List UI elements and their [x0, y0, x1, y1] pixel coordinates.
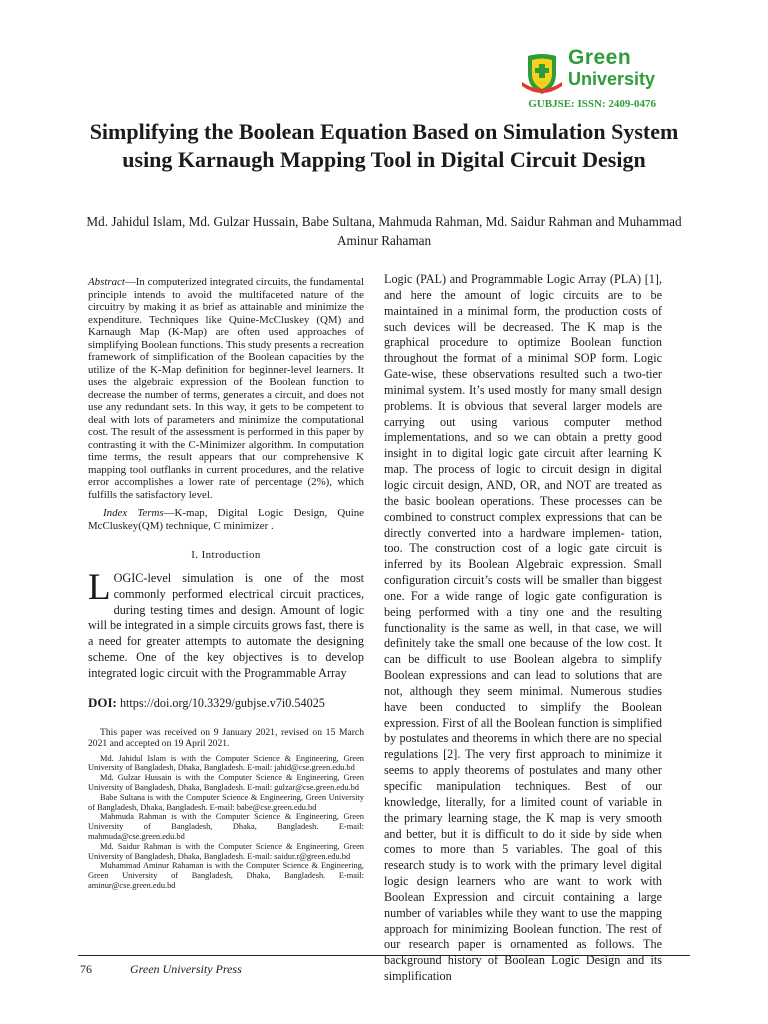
index-terms-label: Index Terms	[103, 507, 164, 519]
paper-title: Simplifying the Boolean Equation Based on Simulation System using Karnaugh Mapping Tool in Digital Circuit Design	[89, 119, 679, 172]
affiliation-item: Md. Gulzar Hussain is with the Computer Science & Engineering, Green University of Bangladesh, Dhaka, Bangladesh. E-mail: gulzar@cse.green.edu.bd	[88, 773, 364, 792]
page-number: 76	[80, 962, 92, 976]
index-terms-text: —K-map, Digital Logic Design, Quine McCluskey(QM) technique, C minimizer .	[88, 507, 364, 532]
doi-label: DOI:	[88, 694, 117, 710]
affiliation-item: Md. Saidur Rahman is with the Computer Science & Engineering, Green University of Bangladesh, Dhaka, Bangladesh. E-mail: saidur.r@green.edu.bd	[88, 841, 364, 861]
affiliation-item: Muhammad Aminur Rahaman is with the Computer Science & Engineering, Green University of Bangladesh, Dhaka, Bangladesh. E-mail: aminur@cse.green.edu.bd	[88, 861, 364, 890]
section-heading-introduction: I. Introduction	[191, 549, 261, 561]
publisher-name: Green University Press	[130, 962, 242, 976]
left-column	[88, 276, 364, 891]
introduction-paragraph	[88, 567, 364, 682]
affiliation-item: Md. Jahidul Islam is with the Computer Science & Engineering, Green University of Bangladesh, Dhaka, Bangladesh. E-mail: jahid@cse.green.edu.bd	[88, 753, 364, 773]
author-list: Md. Jahidul Islam, Md. Gulzar Hussain, Babe Sultana, Mahmuda Rahman, Md. Saidur Rahman and Muhammad Aminur Rahaman	[86, 214, 682, 248]
logo-word-university: University	[568, 69, 656, 89]
footer-rule	[78, 955, 690, 956]
doi-line	[88, 695, 364, 711]
university-logo	[522, 46, 657, 98]
affiliation-item: Babe Sultana is with the Computer Science & Engineering, Green University of Bangladesh, Dhaka, Bangladesh. E-mail: babe@cse.green.edu.bd	[88, 792, 364, 812]
index-terms	[88, 507, 364, 532]
introduction-text: OGIC-level simulation is one of the most commonly performed electrical circuit practices, during testing times and design. Amount of logic will be integrated in a simple circuits grows fast, there is a need for greater attempts to automate the designing scheme. One of the key objectives is to develop integrated logic circuit with the Programmable Array	[88, 571, 364, 680]
doi-link[interactable]: https://doi.org/10.3329/gubjse.v7i0.54025	[119, 695, 325, 710]
logo-word-green: Green	[568, 46, 632, 69]
journal-issn: GUBJSE: ISSN: 2409-0476	[528, 98, 656, 110]
drop-cap: L	[88, 567, 111, 608]
right-column	[384, 272, 662, 985]
abstract-text: —In computerized integrated circuits, the fundamental principle intends to avoid the multifaceted nature of the circuitry by making it as brief as attainable and minimize the expenditure. Techniques like Quine-McCluskey (QM) and Karnaugh Map (K-Map) are often used approaches of simplifying Boolean functions. This study presents a recreation framework of simplification of the Boolean capacities by the utilize of the K-Map definition for beginner-level learners. It uses the algebraic expression of the Boolean function to decrease the number of terms, generates a circuit, and does not use any redundant sets. In this way, it gets to be competent to deal with lots of parameters and minimize the computational cost. The result of the assessment is performed in this paper by contrasting it with the C-Minimizer algorithm. In computation time terms, the result appears that our comprehensive K mapping tool outflanks in current procedures, and the relative error accomplishes a lower rate of percentage (2%), which fulfills the satisfactory level.	[88, 276, 364, 501]
affiliation-item: Mahmuda Rahman is with the Computer Science & Engineering, Green University of Bangladesh, Dhaka, Bangladesh. E-mail: mahmuda@cse.green.edu.bd	[88, 812, 364, 841]
abstract	[88, 276, 364, 501]
body-paragraph: Logic (PAL) and Programmable Logic Array (PLA) [1], and here the amount of logic circuits are to be maintained in a minimal form, the production costs of such devices will be decreased. The K map is the graphical procedure to optimize Boolean function throughout the format of a minimal SOP form. Logic Gate-wise, these observations resulted such a two-tier minimal system. It’s used mostly for many small design problems. It is obvious that several larger models are carrying out using various computer method implementations, and so we can obtain a pretty good insight in to digital logic gate circuit after learning K map. The process of logic to circuit design in digital logic circuit design, AND, OR, and NOT are treated as the basic boolean operations. These processes can be combined to construct complex expressions that can be directly converted into a hardware implemen- tation, too. The construction cost of a logic gate circuit is inferred by its Boolean Algebraic expression. Small configuration circuit’s costs will be smaller than biggest one. For a wide range of logic gate configuration is being performed with a tiny one and the resulting functionality is the same as well, in that case, we will definitely take the small one because of the low cost. It can be difficult to use Boolean algebra to simplify Boolean expressions and can lead to solutions that are not, although they seem minimal. Numerous studies have been conducted to simplify the Boolean expression. First of all the Boolean function is simplified by postulates and theorems in which there are no special regulations [2]. The very first approach to minimize it seems to apply theorems of postulates and many other specific manipulation techniques. Best of our knowledge, literally, for a limited count of variable in the primary learning stage, the K map is very smooth and better, but it is difficult to do it side by side when comes to more than 5 variables. The goal of this research study is to work with the primary level digital logic design learners who are want to work with Boolean Expression and circuit containing a large number of variables while they want to use the mapping approach for minimizing Boolean function. The rest of our research paper is ornamented as follows. The background history of Boolean Logic Design and its simplification	[384, 272, 662, 984]
received-note: This paper was received on 9 January 2021, revised on 15 March 2021 and accepted on 19 April 2021.	[88, 726, 364, 750]
shield-crest-icon	[522, 52, 562, 96]
abstract-label: Abstract	[88, 276, 125, 288]
affiliations	[88, 754, 364, 891]
